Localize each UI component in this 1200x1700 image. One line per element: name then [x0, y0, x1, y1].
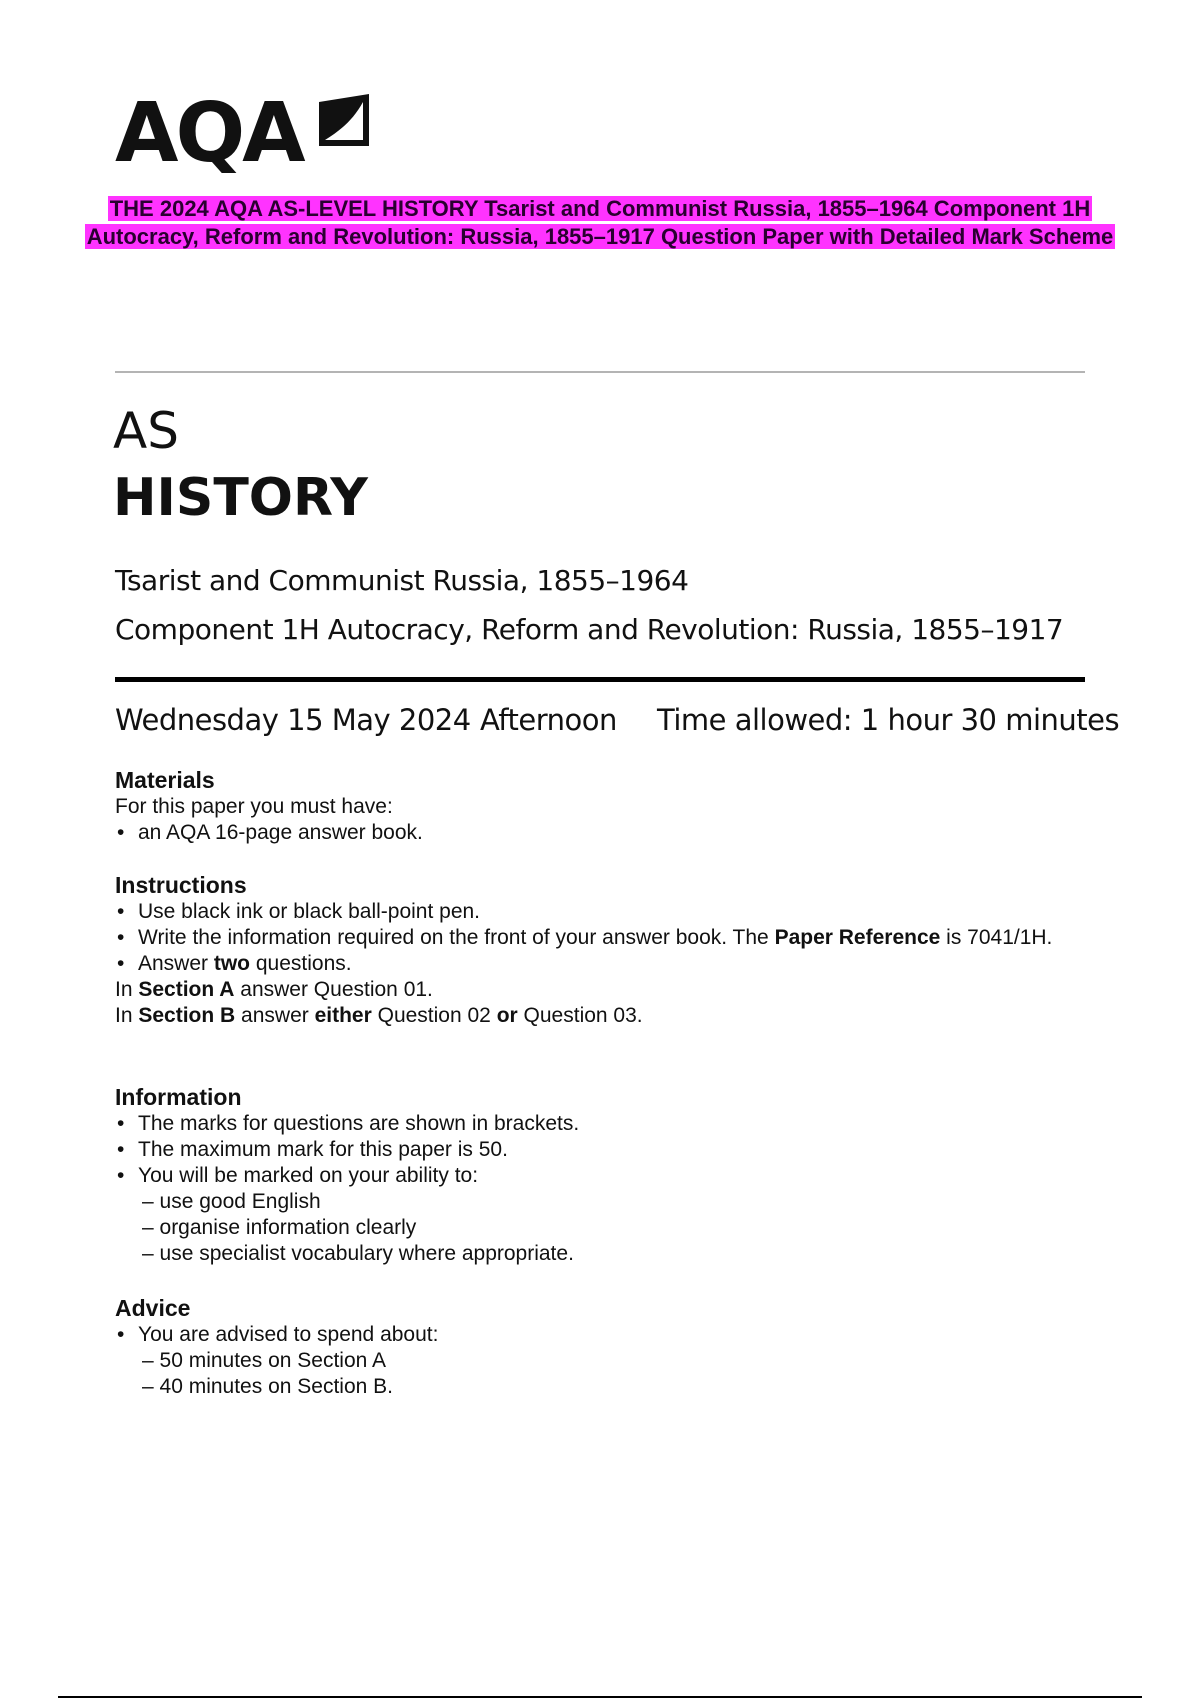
- time-allowed: Time allowed: 1 hour 30 minutes: [657, 703, 1120, 737]
- information-section: [115, 1083, 579, 1267]
- information-list: [115, 1111, 579, 1267]
- advice-section: [115, 1294, 438, 1400]
- list-item: – use good English: [142, 1190, 321, 1213]
- emphasis-text: either: [314, 1004, 372, 1027]
- list-item-text: Write the information required on the front of your answer book. The: [138, 926, 775, 949]
- advice-heading: Advice: [115, 1295, 191, 1321]
- top-divider: [115, 371, 1085, 373]
- materials-list: [115, 820, 423, 846]
- instructions-section: [115, 871, 1085, 1029]
- emphasis-text: two: [213, 952, 251, 975]
- page-bottom-divider: [58, 1696, 1142, 1698]
- advice-list: [115, 1322, 438, 1400]
- list-item-text: In: [115, 978, 139, 1001]
- paper-reference-label: Paper Reference: [774, 926, 941, 949]
- list-item: [115, 925, 1085, 951]
- list-item: – 50 minutes on Section A: [142, 1349, 386, 1372]
- materials-intro: For this paper you must have:: [115, 795, 393, 818]
- list-item: [115, 1003, 1085, 1029]
- list-item: • The maximum mark for this paper is 50.: [115, 1137, 579, 1163]
- banner-text: THE 2024 AQA AS-LEVEL HISTORY Tsarist and Communist Russia, 1855–1964 Component 1H Autocracy, Reform and Revolution: Russia, 1855–1917 Question Paper with Detailed Mark Scheme: [86, 196, 1114, 249]
- list-item: [115, 951, 1085, 977]
- aqa-logo: [115, 88, 377, 180]
- list-item-text: In: [115, 1004, 139, 1027]
- list-item: – organise information clearly: [142, 1216, 417, 1239]
- emphasis-text: Section A: [138, 978, 235, 1001]
- list-item: • The marks for questions are shown in brackets.: [115, 1111, 579, 1137]
- emphasis-text: or: [496, 1004, 518, 1027]
- instructions-list: [115, 899, 1085, 1029]
- list-item: – 40 minutes on Section B.: [142, 1375, 393, 1398]
- list-item: • an AQA 16-page answer book.: [115, 820, 423, 846]
- exam-session: Afternoon: [480, 703, 617, 737]
- list-item: • Use black ink or black ball-point pen.: [115, 899, 1085, 925]
- list-item-text: questions.: [250, 952, 352, 975]
- list-item-text: answer Question 01.: [234, 978, 433, 1001]
- aqa-logo-mark-icon: [313, 90, 375, 152]
- emphasis-text: Section B: [138, 1004, 236, 1027]
- list-item: • You will be marked on your ability to:: [115, 1163, 579, 1189]
- materials-heading: Materials: [115, 767, 215, 793]
- list-item-text: answer: [235, 1004, 315, 1027]
- information-heading: Information: [115, 1084, 242, 1110]
- list-item-text: Question 03.: [517, 1004, 643, 1027]
- paper-title: Tsarist and Communist Russia, 1855–1964: [115, 564, 689, 597]
- materials-section: [115, 766, 423, 846]
- list-item-text: is 7041/1H.: [940, 926, 1053, 949]
- list-item: – use specialist vocabulary where appropriate.: [142, 1242, 574, 1265]
- list-item: • You are advised to spend about:: [115, 1322, 438, 1348]
- document-title-banner: [60, 195, 1140, 251]
- instructions-heading: Instructions: [115, 872, 247, 898]
- aqa-logo-text: AQA: [115, 86, 303, 181]
- list-item-text: Question 02: [371, 1004, 497, 1027]
- qualification-level: AS: [113, 402, 179, 460]
- header-divider: [115, 677, 1085, 682]
- component-title: Component 1H Autocracy, Reform and Revolution: Russia, 1855–1917: [115, 613, 1064, 646]
- list-item: [115, 977, 1085, 1003]
- subject-title: HISTORY: [113, 468, 368, 528]
- list-item-text: Answer: [138, 952, 214, 975]
- exam-date: Wednesday 15 May 2024: [115, 703, 471, 737]
